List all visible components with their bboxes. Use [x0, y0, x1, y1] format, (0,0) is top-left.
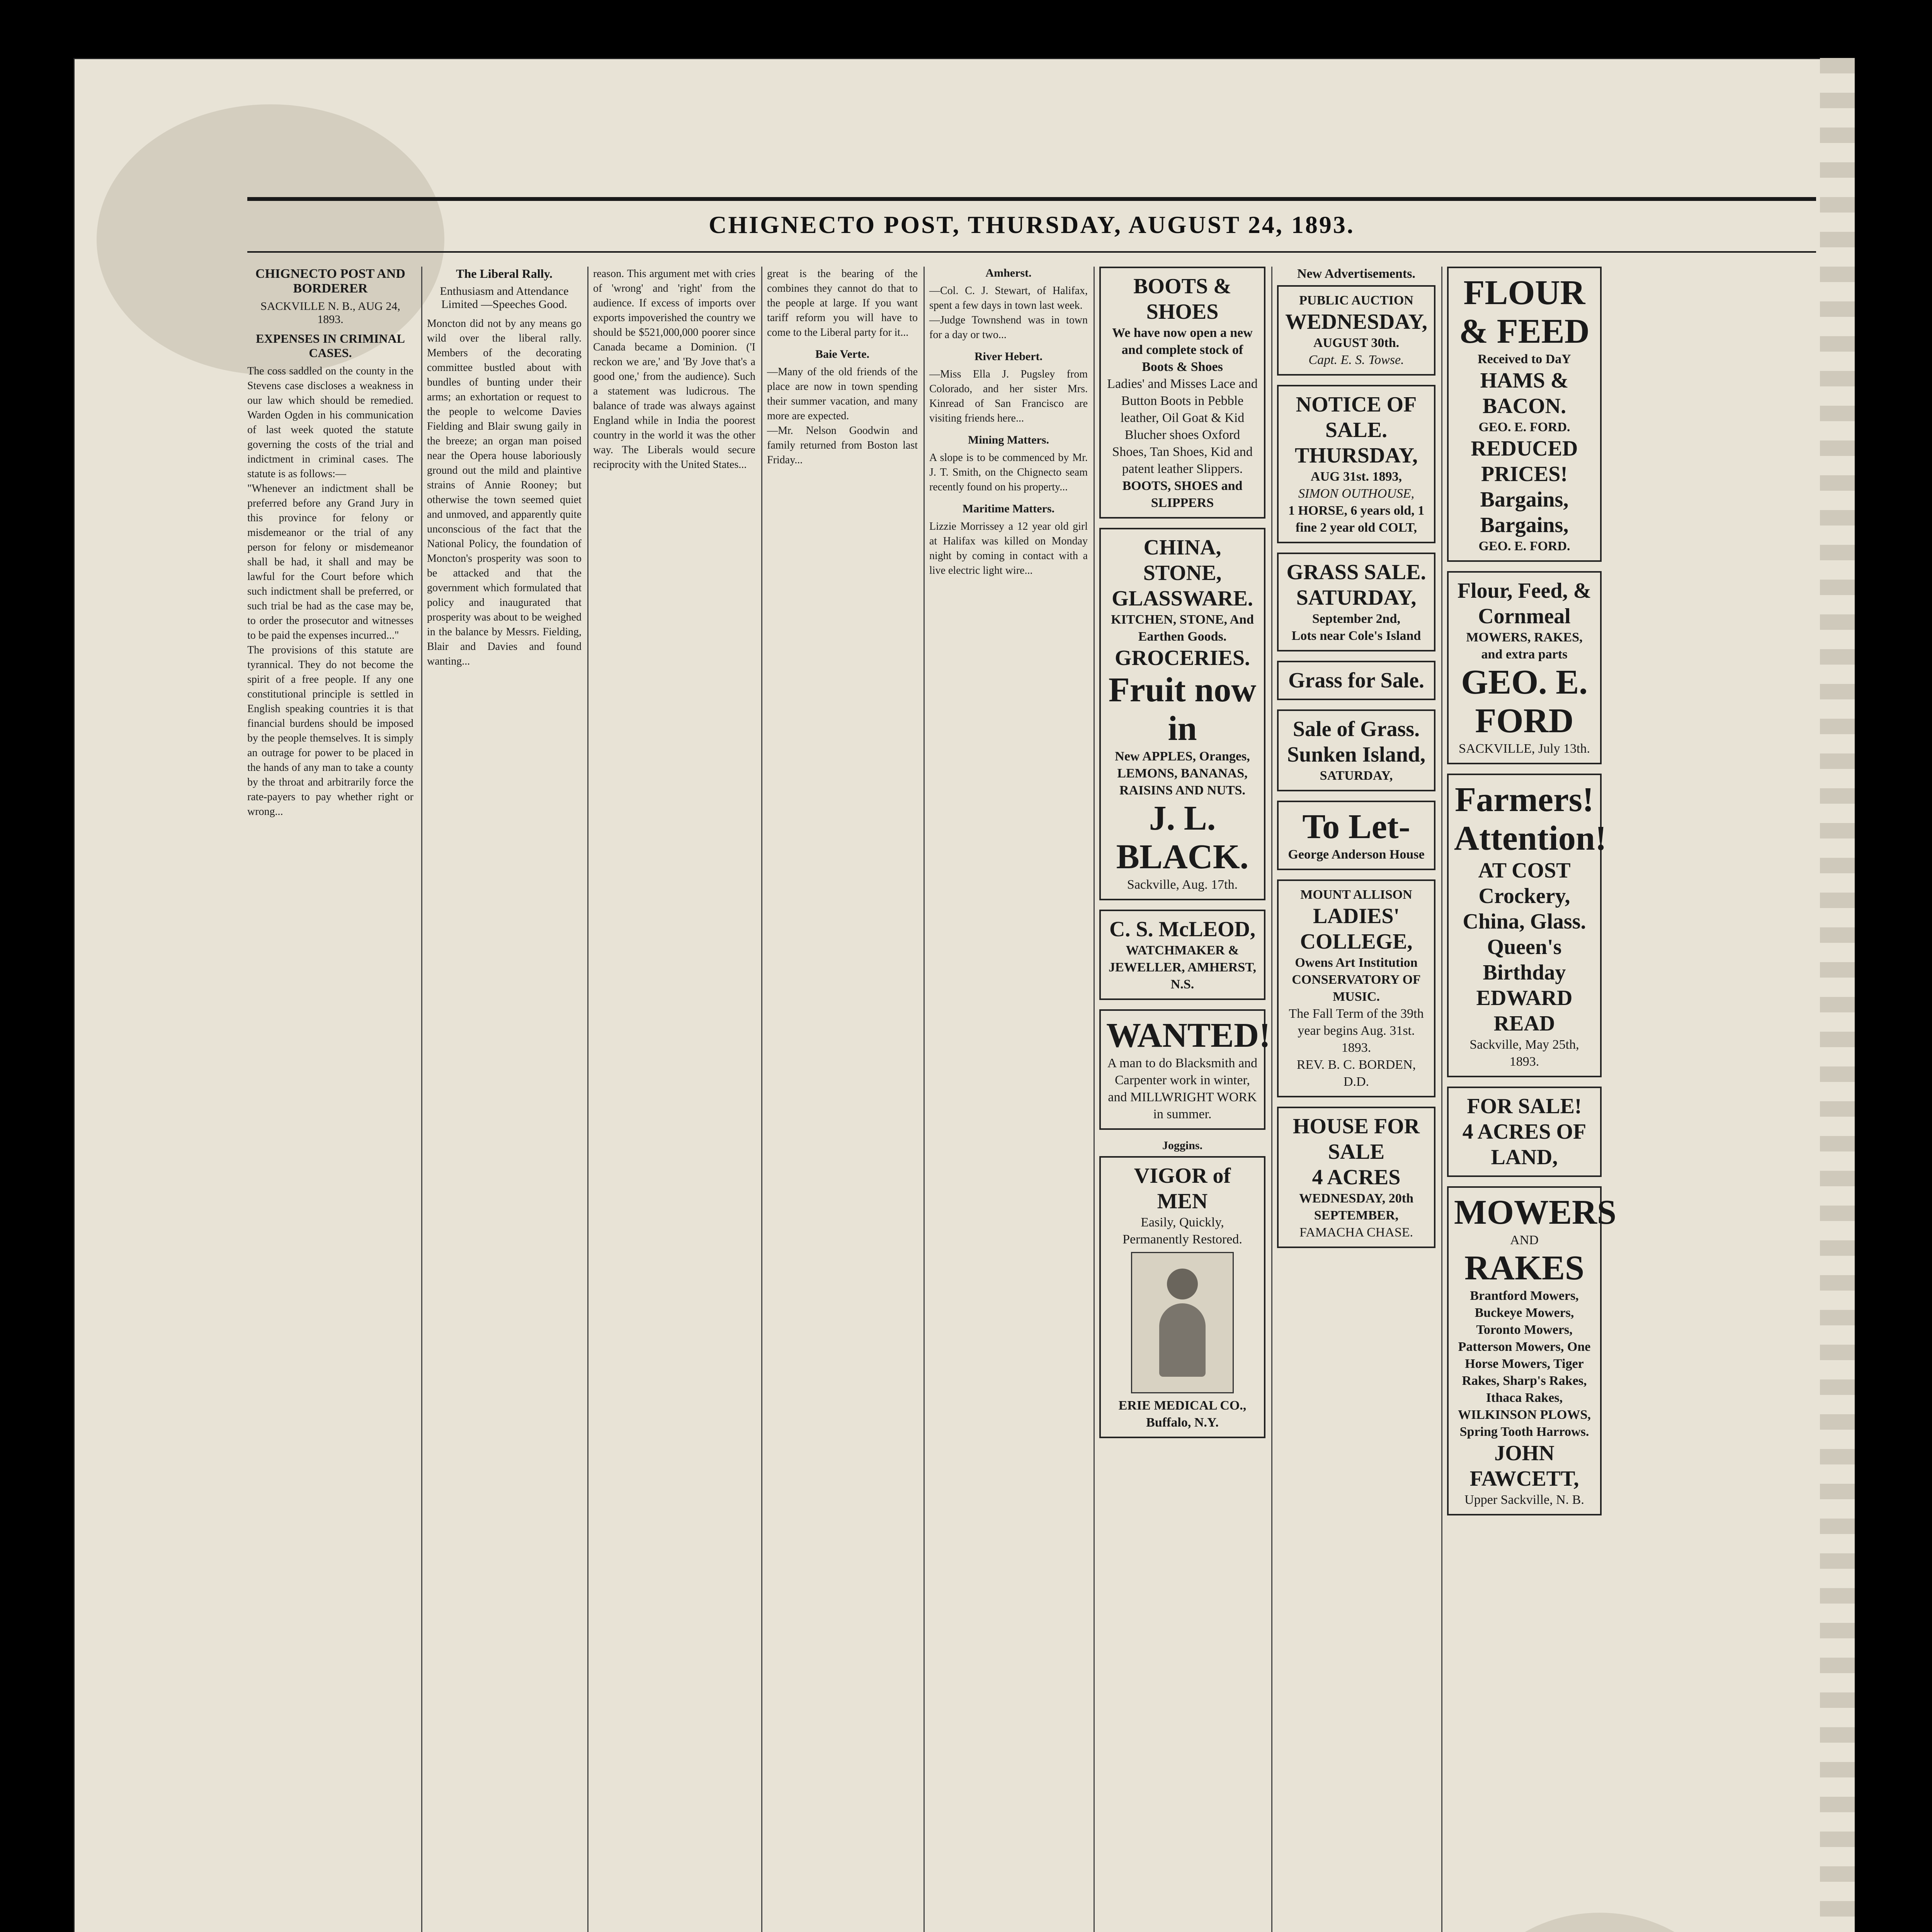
ad-mowers-parts: MOWERS, RAKES, and extra parts	[1466, 630, 1583, 662]
ad-ford-sub: SACKVILLE, July 13th.	[1459, 742, 1590, 756]
ad-acres: 4 ACRES	[1312, 1165, 1401, 1189]
amherst-body: —Col. C. J. Stewart, of Halifax, spent a few days in town last week. —Judge Townshend was in town for a day or two...	[929, 285, 1088, 341]
newspaper-page	[73, 58, 1855, 1932]
ad-at-cost: AT COST	[1478, 859, 1571, 883]
column-rule	[587, 267, 588, 1932]
baie-verte-body: —Many of the old friends of the place are now in town spending their summer vacation, and many more are expected. —Mr. Nelson Goodwin and family returned from Boston last Friday...	[767, 366, 918, 466]
rally-headline: The Liberal Rally.	[456, 267, 553, 281]
masthead: CHIGNECTO POST, THURSDAY, AUGUST 24, 1893.	[709, 211, 1355, 238]
rally-subhead: Enthusiasm and Attendance Limited —Speeches Good.	[440, 285, 569, 311]
paper-title: CHIGNECTO POST AND BORDERER	[255, 267, 405, 296]
ad-mowers-title: MOWERS	[1454, 1193, 1617, 1231]
ad-house-for-sale	[1277, 1107, 1435, 1248]
news-body: great is the bearing of the combines they cannot do that to the people at large. If you want tariff reform you will have to come to the Liberal party for it...	[767, 268, 920, 338]
ad-flour-title: FLOUR & FEED	[1459, 274, 1590, 350]
figure-illustration	[1131, 1252, 1234, 1393]
column-rule	[1094, 267, 1095, 1932]
ad-slippers: BOOTS, SHOES and SLIPPERS	[1122, 479, 1243, 510]
ad-black-name: J. L. BLACK.	[1116, 799, 1249, 876]
section-river-hebert: River Hebert.	[974, 350, 1043, 363]
ad-ford-name: GEO. E. FORD.	[1478, 420, 1570, 434]
ad-ford-name-3: GEO. E. FORD	[1461, 663, 1588, 740]
column-ads-black	[1099, 267, 1271, 1932]
ad-farmers	[1447, 774, 1607, 1077]
ad-and: AND	[1510, 1233, 1539, 1247]
ad-fawcett: JOHN FAWCETT,	[1469, 1441, 1579, 1491]
ad-farmers-title: Farmers!	[1455, 781, 1594, 819]
ad-reduced: REDUCED PRICES!	[1471, 437, 1578, 486]
ad-george: George Anderson House	[1288, 847, 1425, 862]
section-amherst: Amherst.	[985, 267, 1032, 279]
ad-grass-date: September 2nd,	[1312, 612, 1400, 626]
ad-tolet-title: To Let-	[1302, 808, 1410, 846]
ad-rakes-title: RAKES	[1464, 1249, 1585, 1287]
ad-forsale-title: FOR SALE!	[1467, 1094, 1582, 1118]
column-liberal-rally	[427, 267, 582, 1932]
ad-ladies: LADIES' COLLEGE,	[1300, 904, 1413, 954]
ad-flour2: Flour, Feed, & Cornmeal	[1457, 579, 1592, 628]
column-rally-continued	[593, 267, 758, 1932]
ad-erie: ERIE MEDICAL CO., Buffalo, N.Y.	[1118, 1398, 1247, 1430]
ad-queens: Queen's Birthday	[1483, 935, 1566, 985]
ad-vigor-sub: Easily, Quickly, Permanently Restored.	[1122, 1215, 1242, 1247]
river-hebert-body: —Miss Ella J. Pugsley from Colorado, and her sister Mrs. Kinread of San Francisco are visiting friends here...	[929, 368, 1090, 424]
ad-to-let	[1277, 801, 1435, 870]
ad-grass-sale	[1277, 553, 1435, 651]
ad-wanted-title: WANTED!	[1106, 1016, 1271, 1054]
ad-mcleod-name: C. S. McLEOD,	[1109, 917, 1255, 941]
ad-boots-shoes	[1099, 267, 1265, 519]
editorial-headline: EXPENSES IN CRIMINAL CASES.	[256, 332, 405, 360]
ad-hams: HAMS & BACON.	[1480, 369, 1569, 418]
ad-notice-title: NOTICE OF SALE.	[1296, 393, 1417, 442]
ad-notice-of-sale	[1277, 385, 1435, 543]
ad-china-head: CHINA, STONE, GLASSWARE.	[1112, 536, 1253, 611]
ad-boots-title: BOOTS & SHOES	[1133, 274, 1231, 324]
ad-horse: 1 HORSE, 6 years old, 1 fine 2 year old COLT,	[1288, 503, 1425, 535]
ad-groceries: GROCERIES.	[1114, 646, 1250, 670]
ad-public-auction	[1277, 285, 1435, 376]
top-rule	[247, 197, 1816, 201]
ad-house-title: HOUSE FOR SALE	[1293, 1114, 1420, 1164]
rally-body: Moncton did not by any means go wild over the liberal rally. Members of the decorating committee bustled about with bundles of bunting under their arms; an exhortation or request to the people to welcome Davies Fielding and Blair swung gaily in the breeze; an organ man poised near the Opera house laboriously ground out the mild and plaintive strains of Annie Rooney; but otherwise the town seemed quiet and unmoved, and apparently quite unconscious of the fact that the National Policy, the foundation of Moncton's prosperity was soon to be attacked and that the government which formulated that policy and inaugurated that prosperity was about to be weighed in the balance by Messrs. Fielding, Blair and Davies and found wanting...	[427, 318, 584, 667]
ad-ford-name-2: GEO. E. FORD.	[1478, 539, 1570, 553]
ad-sale-of-grass	[1277, 709, 1435, 791]
column-rule	[1271, 267, 1272, 1932]
ad-mcleod-sub: WATCHMAKER & JEWELLER, AMHERST, N.S.	[1109, 943, 1256, 992]
ad-flour-cornmeal	[1447, 571, 1602, 764]
ad-wanted-body: A man to do Blacksmith and Carpenter work in winter, and MILLWRIGHT WORK in summer.	[1107, 1056, 1258, 1121]
ad-sunken-day: SATURDAY,	[1320, 769, 1393, 783]
ad-wanted	[1099, 1009, 1271, 1130]
torn-edge	[1820, 58, 1855, 1932]
ad-auction-day: WEDNESDAY,	[1285, 310, 1427, 334]
ad-black-date: Sackville, Aug. 17th.	[1127, 878, 1238, 892]
ad-auction-title: PUBLIC AUCTION	[1299, 293, 1413, 308]
ad-apples: New APPLES, Oranges,	[1115, 749, 1250, 764]
ad-fawcett-sub: Upper Sackville, N. B.	[1464, 1493, 1584, 1507]
ad-conserv: CONSERVATORY OF MUSIC.	[1292, 973, 1421, 1004]
ad-kitchen: KITCHEN, STONE, And Earthen Goods.	[1111, 612, 1254, 644]
new-ads-heading: New Advertisements.	[1297, 267, 1415, 281]
ad-received: Received to DaY	[1478, 352, 1571, 366]
ad-auction-place: Capt. E. S. Towse.	[1308, 353, 1404, 367]
ad-mcleod	[1099, 910, 1265, 1000]
ad-mount-allison	[1277, 879, 1435, 1097]
ad-boots-line: Ladies' and Misses Lace and Button Boots in Pebble leather, Oil Goat & Kid Blucher shoes Oxford Shoes, Tan Shoes, Kid and patent leather Slippers.	[1107, 377, 1258, 476]
column-rule	[923, 267, 925, 1932]
ad-auction-date: AUGUST 30th.	[1313, 336, 1400, 350]
ad-4acres: 4 ACRES OF LAND,	[1462, 1120, 1587, 1169]
section-mining: Mining Matters.	[968, 434, 1049, 446]
dateline: SACKVILLE N. B., AUG 24, 1893.	[260, 300, 400, 326]
ad-grass-day: SATURDAY,	[1296, 586, 1417, 610]
ad-notice-day: THURSDAY,	[1295, 444, 1418, 468]
column-local	[929, 267, 1088, 1932]
section-maritime: Maritime Matters.	[962, 502, 1055, 515]
ad-flour-feed	[1447, 267, 1602, 562]
ad-term: The Fall Term of the 39th year begins Aug. 31st. 1893.	[1289, 1007, 1424, 1055]
editorial-body: The coss saddled on the county in the Stevens case discloses a weakness in our law which should be remedied. Warden Ogden in his communication of last week quoted the statute governing the costs of the trial and indictment in criminal cases. The statute is as follows:— "Whenever an indictment shall be preferred before any Grand Jury in this province for felony or misdemeanor or the trial of any person for felony or misdemeanor shall be had, it shall and may be lawful for the Court before which such indictment shall be preferred, or such trial be had as the case may be, to order the prosecutor and witnesses to be paid the expenses incurred..." The provisions of this statute are tyrannical. They do not become the spirit of a free people. If any one constitutional principle is settled in English speaking countries it is that financial burdens should be imposed by the people themselves. It is simply an outrage for power to be placed in the hands of any man to take a county by the throat and arbitrarily force the rate-payers to pay whether right or wrong...	[247, 365, 413, 818]
ad-owens: Owens Art Institution	[1295, 956, 1418, 970]
ad-for-sale	[1447, 1087, 1602, 1177]
ad-reed-sub: Sackville, May 25th, 1893.	[1469, 1037, 1579, 1069]
section-baie-verte: Baie Verte.	[815, 348, 869, 361]
ad-sale-grass-title: Sale of Grass.	[1293, 717, 1420, 741]
ad-bargains: Bargains, Bargains,	[1480, 488, 1569, 537]
ad-mowers-rakes	[1447, 1186, 1617, 1515]
column-ads-ford	[1447, 267, 1617, 1932]
rally-continued-body: reason. This argument met with cries of 'wrong' and 'right' from the audience. If excess of imports over exports impoverished the country we should be $521,000,000 poorer since Canada became a Dominion. ('I reckon we are,' and 'By Jove that's a good one,' from the audience). Such a statement was ludicrous. The balance of trade was always against England while in India the poorest country in the world it was the other way. The Liberals would secure reciprocity with the United States...	[593, 268, 758, 471]
ad-famacha: FAMACHA CHASE.	[1299, 1225, 1413, 1240]
ad-reed: EDWARD READ	[1476, 986, 1573, 1036]
ad-fruit: Fruit now in	[1108, 671, 1257, 748]
column-rule	[421, 267, 422, 1932]
ad-china	[1099, 528, 1265, 900]
ad-sunken: Sunken Island,	[1287, 743, 1425, 767]
column-ads-notices	[1277, 267, 1435, 1932]
ad-grass2-title: Grass for Sale.	[1288, 668, 1425, 692]
column-rule	[1441, 267, 1442, 1932]
ad-wed: WEDNESDAY, 20th SEPTEMBER,	[1299, 1191, 1414, 1223]
mining-body: A slope is to be commenced by Mr. J. T. Smith, on the Chignecto seam recently found on his property...	[929, 452, 1090, 493]
ad-mower-list: Brantford Mowers, Buckeye Mowers, Toronto Mowers, Patterson Mowers, One Horse Mowers, Tiger Rakes, Sharp's Rakes, Ithaca Rakes, WILKINSON PLOWS, Spring Tooth Harrows.	[1458, 1289, 1591, 1439]
ad-crockery: Crockery, China, Glass.	[1463, 884, 1586, 934]
masthead-rule	[247, 251, 1816, 253]
ad-boots-body: We have now open a new and complete stock of Boots & Shoes	[1112, 326, 1253, 374]
column-rule	[761, 267, 762, 1932]
ad-attention: Attention!	[1454, 819, 1607, 857]
ad-vigor	[1099, 1156, 1265, 1438]
ad-lemons: LEMONS, BANANAS, RAISINS AND NUTS.	[1117, 766, 1248, 798]
ad-grass-for-sale	[1277, 661, 1435, 700]
maritime-body: Lizzie Morrissey a 12 year old girl at Halifax was killed on Monday night by coming in contact with a live electric light wire...	[929, 520, 1090, 577]
ad-grass-title: GRASS SALE.	[1286, 560, 1426, 584]
ad-borden: REV. B. C. BORDEN, D.D.	[1296, 1058, 1416, 1089]
column-editorial	[247, 267, 413, 1932]
ad-cole: Lots near Cole's Island	[1291, 629, 1421, 643]
ad-simon: SIMON OUTHOUSE,	[1298, 486, 1415, 501]
section-joggins: Joggins.	[1162, 1139, 1203, 1152]
ad-notice-date: AUG 31st. 1893,	[1310, 469, 1402, 484]
ad-mount: MOUNT ALLISON	[1300, 888, 1412, 902]
ad-vigor-title: VIGOR of MEN	[1134, 1164, 1231, 1213]
column-news	[767, 267, 918, 1932]
